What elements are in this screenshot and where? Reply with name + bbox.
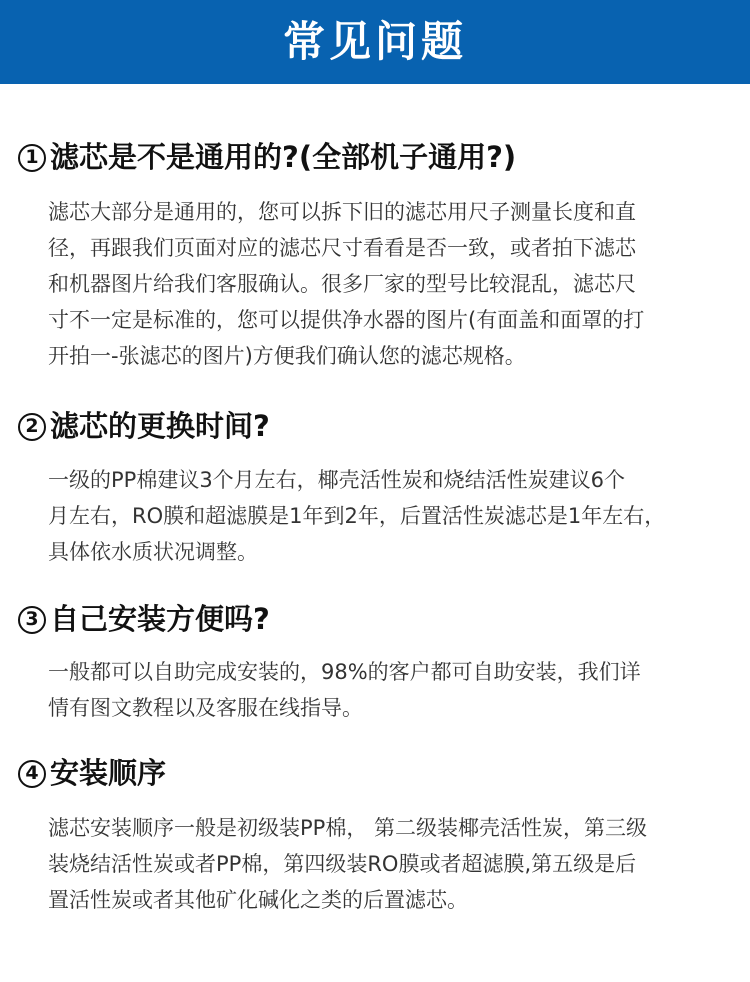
faq-answer-3 [48,654,738,726]
answer-line: 装烧结活性炭或者PP棉，第四级装RO膜或者超滤膜,第五级是后 [48,852,637,876]
answer-line: 具体依水质状况调整。 [48,540,258,564]
answer-line: 情有图文教程以及客服在线指导。 [48,696,363,720]
faq-answer-2 [48,462,738,570]
circled-number-4: 4 [18,760,46,788]
question-text: 滤芯的更换时间? [50,409,270,443]
answer-line: 一般都可以自助完成安装的，98%的客户都可自助安装，我们详 [48,660,641,684]
answer-line: 径，再跟我们页面对应的滤芯尺寸看看是否一致，或者拍下滤芯 [48,236,636,260]
answer-line: 滤芯大部分是通用的，您可以拆下旧的滤芯用尺子测量长度和直 [48,200,636,224]
circled-number-3: 3 [18,606,46,634]
question-text: 安装顺序 [50,756,167,790]
circled-number-2: 2 [18,413,46,441]
faq-answer-4 [48,810,738,918]
page-title: 常见问题 [282,17,467,66]
faq-question-2 [18,409,270,443]
answer-line: 月左右，RO膜和超滤膜是1年到2年，后置活性炭滤芯是1年左右， [48,504,666,528]
answer-line: 一级的PP棉建议3个月左右，椰壳活性炭和烧结活性炭建议6个 [48,468,626,492]
question-text: 滤芯是不是通用的?(全部机子通用?) [50,140,517,174]
answer-line: 寸不一定是标准的，您可以提供净水器的图片(有面盖和面罩的打 [48,308,645,332]
faq-answer-1 [48,194,738,374]
faq-question-4 [18,756,167,790]
circled-number-1: 1 [18,144,46,172]
answer-line: 开拍一-张滤芯的图片)方便我们确认您的滤芯规格。 [48,344,526,368]
faq-question-3 [18,602,270,636]
answer-line: 和机器图片给我们客服确认。很多厂家的型号比较混乱，滤芯尺 [48,272,636,296]
answer-line: 置活性炭或者其他矿化碱化之类的后置滤芯。 [48,888,468,912]
faq-question-1 [18,140,517,174]
question-text: 自己安装方便吗? [50,602,270,636]
page-header [0,0,750,84]
answer-line: 滤芯安装顺序一般是初级装PP棉， 第二级装椰壳活性炭，第三级 [48,816,647,840]
